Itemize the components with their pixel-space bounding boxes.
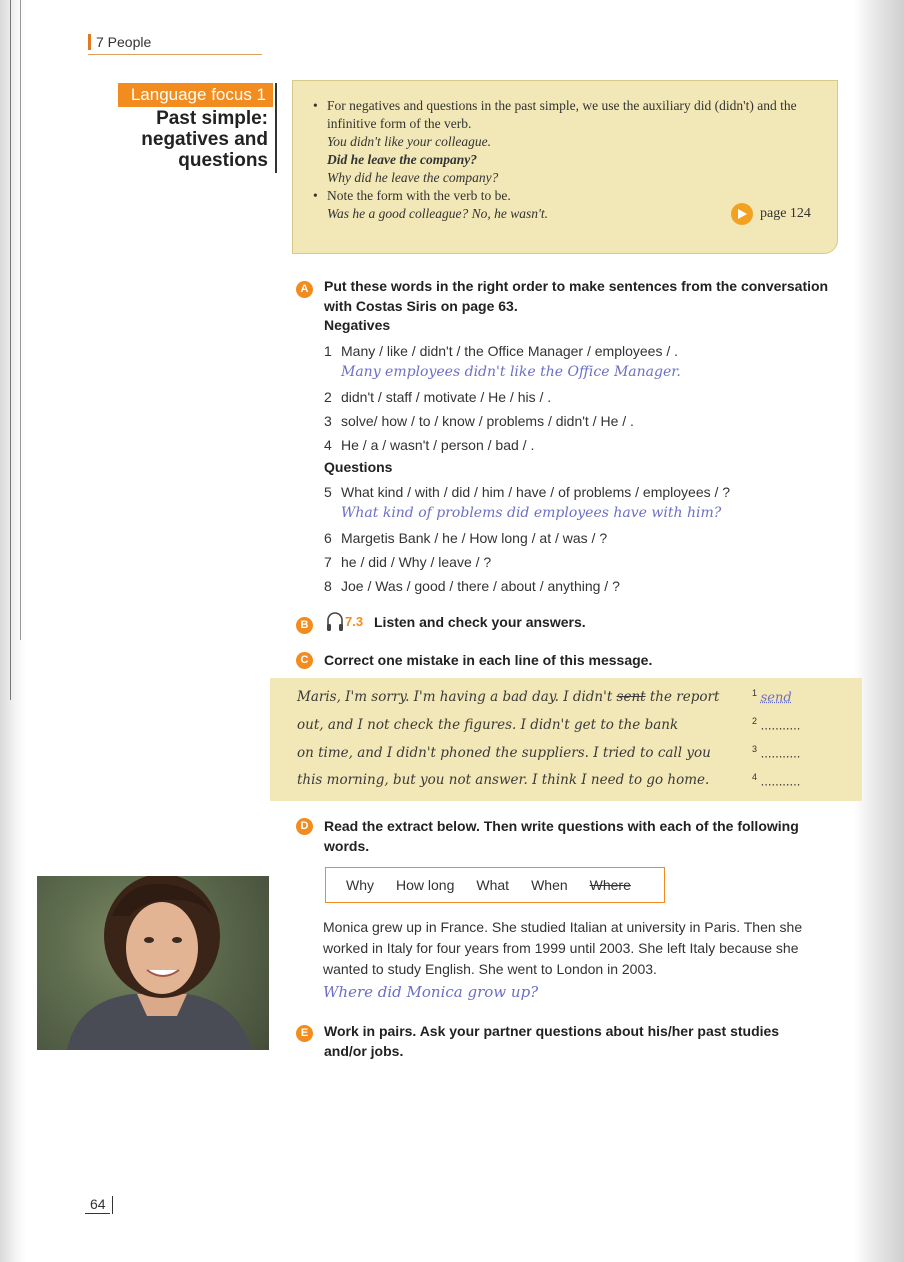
exercise-marker-e: E [296, 1025, 313, 1042]
message-line: out, and I not check the figures. I didn't get to the bank [297, 717, 679, 733]
exercise-e-instruction: Work in pairs. Ask your partner questions about his/her past studies and/or jobs. [324, 1023, 780, 1059]
page-number: 64 [90, 1196, 106, 1212]
language-focus-title: Past simple: negatives and questions [141, 108, 268, 171]
negatives-heading: Negatives [324, 317, 391, 333]
unit-header: 7 People [96, 34, 152, 50]
language-focus-tab: Language focus 1 [118, 83, 273, 107]
portrait-photo [37, 876, 269, 1050]
answer-blank[interactable]: $^1$ send [752, 688, 792, 706]
page-number-bar [112, 1196, 113, 1214]
exercise-marker-a: A [296, 281, 313, 298]
grammar-bullet: • For negatives and questions in the past simple, we use the auxiliary did (didn't) and the infinitive form of the verb. [313, 97, 813, 133]
language-focus-divider [275, 83, 277, 173]
message-line: this morning, but you not answer. I think I need to go home. [297, 772, 710, 788]
exercise-item: 4 He / a / wasn't / person / bad / . [324, 437, 535, 453]
word-option: How long [396, 877, 455, 893]
exercise-item: 3 solve/ how / to / know / problems / didn't / He / . [324, 413, 634, 429]
binding-line [20, 0, 21, 640]
binding-line [10, 0, 11, 700]
grammar-bullet: • Note the form with the verb to be. [313, 187, 813, 205]
word-option: When [531, 877, 568, 893]
word-option: Why [346, 877, 374, 893]
exercise-item: 6 Margetis Bank / he / How long / at / was / ? [324, 530, 608, 546]
headphones-icon [326, 611, 344, 638]
header-rule [88, 54, 262, 55]
grammar-example: Was he a good colleague? No, he wasn't. [327, 206, 548, 221]
message-line: on time, and I didn't phoned the suppliers. I tried to call you [297, 745, 711, 761]
exercise-marker-d: D [296, 818, 313, 835]
exercise-a-instruction: Put these words in the right order to make sentences from the conversation with Costas Siris on page 63. [324, 278, 829, 314]
handwritten-answer: Where did Monica grow up? [323, 983, 539, 1001]
arrow-right-icon [731, 203, 753, 225]
monica-extract: Monica grew up in France. She studied Italian at university in Paris. Then she worked in Italy for four years from 1999 until 2003. She left Italy because she wanted to study English. She went to London in 2003. [323, 919, 803, 977]
exercise-item: 2 didn't / staff / motivate / He / his / . [324, 389, 552, 405]
questions-heading: Questions [324, 459, 393, 475]
exercise-d-instruction: Read the extract below. Then write questions with each of the following words. [324, 818, 799, 854]
word-box [325, 867, 665, 903]
exercise-item: 7 he / did / Why / leave / ? [324, 554, 492, 570]
word-option: Where [589, 877, 631, 893]
handwritten-answer: Many employees didn't like the Office Manager. [341, 364, 681, 380]
page-edge-shadow [854, 0, 904, 1262]
page-binding-shadow [0, 0, 26, 1262]
exercise-marker-c: C [296, 652, 313, 669]
exercise-marker-b: B [296, 617, 313, 634]
exercise-item: 5 What kind / with / did / him / have / of problems / employees / ? [324, 484, 731, 500]
answer-blank[interactable]: $^3$ ........... [752, 744, 801, 761]
page-number-rule [85, 1213, 110, 1214]
exercise-b-instruction: Listen and check your answers. [374, 614, 586, 630]
word-option: What [476, 877, 510, 893]
exercise-c-instruction: Correct one mistake in each line of this message. [324, 652, 653, 668]
track-number: 7.3 [345, 614, 364, 629]
answer-blank[interactable]: $^2$ ........... [752, 716, 801, 733]
grammar-example: Did he leave the company? [327, 152, 477, 167]
header-accent-bar [88, 34, 91, 50]
grammar-example: You didn't like your colleague. [327, 134, 491, 149]
exercise-item: 8 Joe / Was / good / there / about / anything / ? [324, 578, 620, 594]
message-line: Maris, I'm sorry. I'm having a bad day. I didn't sent the report [297, 689, 720, 705]
answer-blank[interactable]: $^4$ ........... [752, 772, 801, 789]
page-reference: page 124 [760, 206, 811, 221]
grammar-example: Why did he leave the company? [327, 170, 499, 185]
exercise-item: 1 Many / like / didn't / the Office Manager / employees / . [324, 343, 679, 359]
handwritten-answer: What kind of problems did employees have with him? [341, 505, 722, 521]
